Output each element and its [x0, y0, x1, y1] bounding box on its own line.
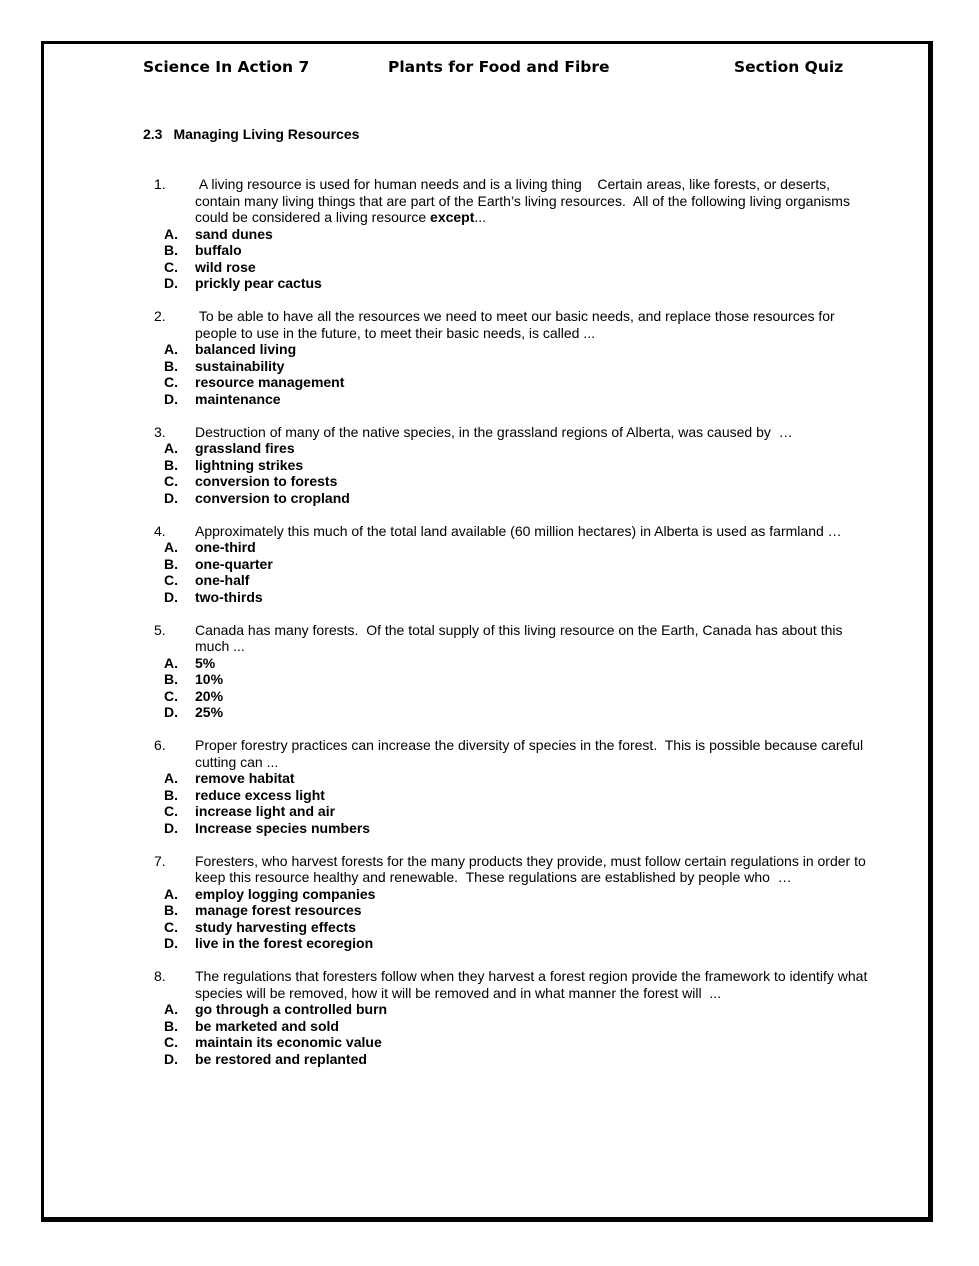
answer-option	[0, 655, 979, 672]
option-letter: C.	[164, 473, 178, 489]
answer-option	[0, 226, 979, 243]
option-letter: A.	[164, 1001, 178, 1017]
option-letter: C.	[164, 572, 178, 588]
option-text: prickly pear cactus	[195, 275, 322, 291]
answer-option	[0, 688, 979, 705]
answer-option	[0, 770, 979, 787]
section-title: Managing Living Resources	[173, 126, 360, 142]
option-text: sustainability	[195, 357, 285, 374]
option-text: grassland fires	[195, 440, 295, 456]
option-text: 5%	[195, 654, 216, 671]
question-number: 4.	[154, 522, 166, 539]
option-letter: C.	[164, 258, 178, 275]
option-text: study harvesting effects	[195, 918, 357, 935]
question-stem	[0, 523, 875, 540]
answer-option	[0, 935, 979, 952]
option-letter: D.	[164, 390, 178, 407]
answer-option	[0, 1034, 979, 1051]
option-letter: B.	[164, 671, 178, 687]
option-text: remove habitat	[195, 770, 295, 786]
quiz-type: Section Quiz	[734, 58, 844, 76]
answer-option	[0, 341, 979, 358]
answer-option	[0, 671, 979, 688]
answer-option	[0, 589, 979, 606]
question-text: Destruction of many of the native species, in the grassland regions of Alberta, was caused by …	[195, 423, 793, 440]
answer-option	[0, 473, 979, 490]
option-letter: D.	[164, 489, 178, 506]
option-text: conversion to forests	[195, 473, 338, 489]
option-text: reduce excess light	[195, 786, 325, 803]
unit-title: Plants for Food and Fibre	[388, 58, 610, 76]
option-letter: D.	[164, 1050, 178, 1067]
option-letter: C.	[164, 687, 178, 704]
question-number: 2.	[154, 308, 166, 324]
question-8	[0, 968, 979, 1067]
question-stem	[0, 622, 875, 655]
answer-option	[0, 374, 979, 391]
option-text: 20%	[195, 687, 224, 704]
answer-option	[0, 556, 979, 573]
option-text: one-half	[195, 572, 250, 588]
option-letter: C.	[164, 374, 178, 390]
question-text: The regulations that foresters follow when they harvest a forest region provide the framework to identify what species will be removed, how it will be removed and in what manner the forest will ...	[195, 968, 872, 1001]
answer-option	[0, 440, 979, 457]
question-number: 3.	[154, 423, 166, 440]
question-2	[0, 308, 979, 407]
option-letter: D.	[164, 588, 178, 605]
option-letter: A.	[164, 225, 178, 242]
option-text: be marketed and sold	[195, 1017, 339, 1034]
answer-option	[0, 1018, 979, 1035]
question-text-emphasis: except	[430, 209, 475, 225]
option-text: 25%	[195, 704, 224, 720]
question-text: Proper forestry practices can increase the diversity of species in the forest. This is possible because careful cutting can ...	[195, 737, 868, 770]
option-text: one-third	[195, 539, 256, 555]
option-letter: D.	[164, 275, 178, 291]
question-text: A living resource is used for human needs and is a living thing Certain areas, like forests, or deserts, contain many living things that are part of the Earth’s living resources. All of the following living organisms could be considered a living resource	[195, 176, 854, 225]
question-number: 8.	[154, 968, 166, 984]
option-text: balanced living	[195, 341, 297, 357]
option-letter: B.	[164, 902, 178, 918]
question-stem	[0, 968, 875, 1001]
option-letter: A.	[164, 885, 178, 902]
answer-option	[0, 803, 979, 820]
option-text: increase light and air	[195, 803, 336, 819]
option-letter: C.	[164, 918, 178, 935]
question-stem	[0, 424, 875, 441]
option-text: sand dunes	[195, 225, 273, 242]
answer-option	[0, 358, 979, 375]
question-1	[0, 176, 979, 292]
question-number: 1.	[154, 176, 166, 192]
question-5	[0, 622, 979, 721]
option-letter: B.	[164, 357, 178, 374]
section-heading	[143, 126, 359, 142]
question-4	[0, 523, 979, 606]
question-text: Canada has many forests. Of the total supply of this living resource on the Earth, Canada has about this much ...	[195, 621, 847, 654]
answer-option	[0, 1001, 979, 1018]
option-text: maintain its economic value	[195, 1034, 382, 1050]
option-text: two-thirds	[195, 588, 263, 605]
option-letter: A.	[164, 440, 178, 456]
answer-option	[0, 391, 979, 408]
question-stem	[0, 308, 875, 341]
question-text: Foresters, who harvest forests for the many products they provide, must follow certain regulations in order to keep this resource healthy and renewable. These regulations are established by people who …	[195, 852, 870, 885]
option-letter: C.	[164, 1034, 178, 1050]
answer-option	[0, 242, 979, 259]
course-title: Science In Action 7	[143, 58, 310, 76]
option-text: employ logging companies	[195, 885, 376, 902]
option-letter: B.	[164, 242, 178, 258]
option-text: be restored and replanted	[195, 1050, 367, 1067]
option-text: lightning strikes	[195, 456, 304, 473]
answer-option	[0, 902, 979, 919]
answer-option	[0, 572, 979, 589]
question-number: 7.	[154, 852, 166, 869]
option-letter: B.	[164, 456, 178, 473]
option-letter: B.	[164, 786, 178, 803]
option-letter: B.	[164, 555, 178, 572]
question-text: Approximately this much of the total land available (60 million hectares) in Alberta is used as farmland …	[195, 522, 842, 539]
answer-option	[0, 275, 979, 292]
question-7	[0, 853, 979, 952]
question-number: 5.	[154, 621, 166, 638]
answer-option	[0, 1051, 979, 1068]
option-letter: A.	[164, 654, 178, 671]
question-stem	[0, 853, 875, 886]
option-text: 10%	[195, 671, 224, 687]
option-letter: D.	[164, 704, 178, 720]
option-letter: A.	[164, 539, 178, 555]
option-text: one-quarter	[195, 555, 273, 572]
question-number: 6.	[154, 737, 166, 753]
option-letter: A.	[164, 341, 178, 357]
question-text-tail: ...	[474, 209, 487, 225]
answer-option	[0, 490, 979, 507]
option-text: manage forest resources	[195, 902, 362, 918]
option-text: Increase species numbers	[195, 819, 371, 836]
option-letter: C.	[164, 803, 178, 819]
option-text: resource management	[195, 374, 345, 390]
question-3	[0, 424, 979, 507]
option-letter: B.	[164, 1017, 178, 1034]
answer-option	[0, 919, 979, 936]
question-6	[0, 737, 979, 836]
section-number: 2.3	[143, 126, 163, 142]
option-text: go through a controlled burn	[195, 1001, 388, 1017]
option-text: live in the forest ecoregion	[195, 935, 374, 951]
option-text: buffalo	[195, 242, 242, 258]
option-text: conversion to cropland	[195, 489, 350, 506]
answer-option	[0, 259, 979, 276]
question-stem	[0, 737, 875, 770]
answer-option	[0, 820, 979, 837]
answer-option	[0, 457, 979, 474]
question-text: To be able to have all the resources we need to meet our basic needs, and replace those resources for people to use in the future, to meet their basic needs, is called ...	[195, 308, 839, 341]
question-stem	[0, 176, 875, 226]
answer-option	[0, 787, 979, 804]
option-letter: D.	[164, 935, 178, 951]
option-text: wild rose	[195, 258, 256, 275]
answer-option	[0, 704, 979, 721]
option-text: maintenance	[195, 390, 281, 407]
option-letter: D.	[164, 819, 178, 836]
option-letter: A.	[164, 770, 178, 786]
answer-option	[0, 886, 979, 903]
answer-option	[0, 539, 979, 556]
question-list	[0, 176, 979, 1084]
